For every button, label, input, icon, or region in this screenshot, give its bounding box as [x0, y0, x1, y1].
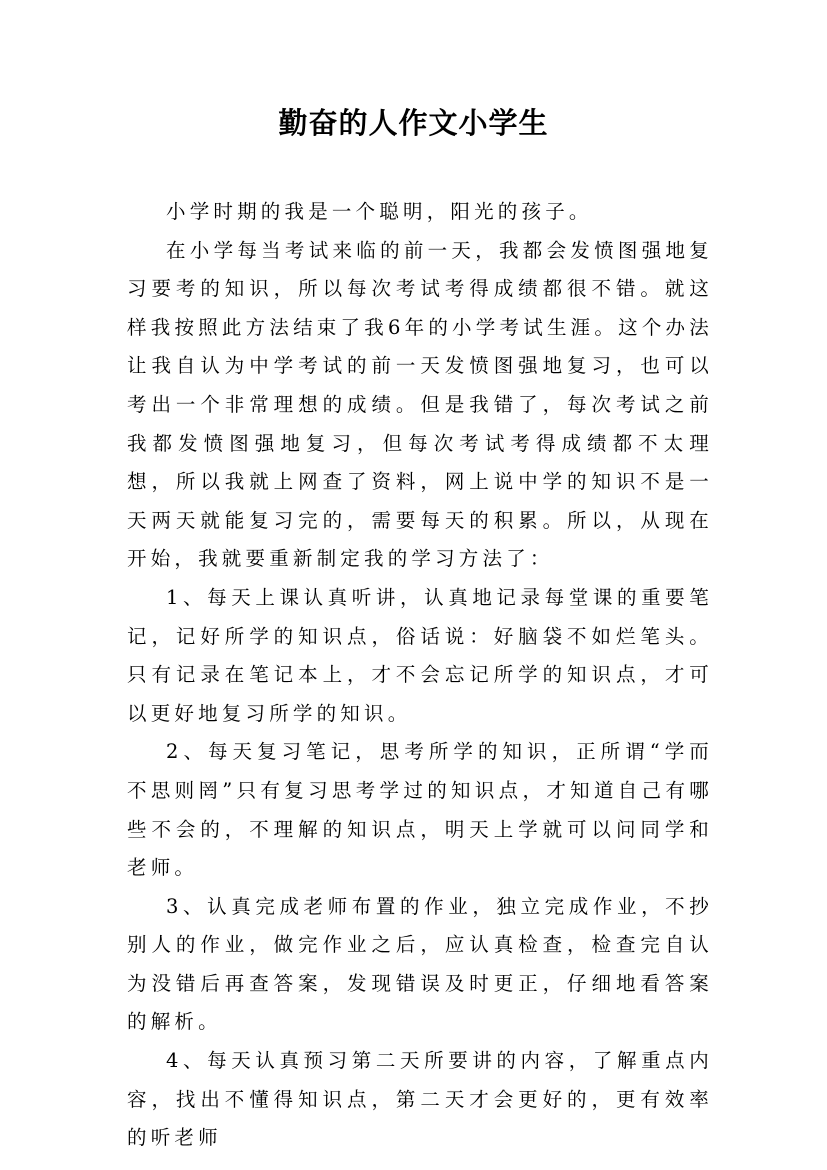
paragraph-method-2: 2、每天复习笔记，思考所学的知识，正所谓“学而不思则罔”只有复习思考学过的知识点，才知道自己有哪些不会的，不理解的知识点，明天上学就可以问同学和老师。: [127, 740, 713, 880]
paragraph-intro: 小学时期的我是一个聪明，阳光的孩子。: [166, 200, 593, 223]
document-title: 勤奋的人作文小学生: [278, 106, 549, 140]
paragraph-method-4: 4、每天认真预习第二天所要讲的内容，了解重点内容，找出不懂得知识点，第二天才会更好的，更有效率的听老师: [127, 1049, 713, 1150]
paragraph-method-3: 3、认真完成老师布置的作业，独立完成作业，不抄别人的作业，做完作业之后，应认真检查，检查完自认为没错后再查答案，发现错误及时更正，仔细地看答案的解析。: [127, 894, 713, 1034]
paragraph-background: 在小学每当考试来临的前一天，我都会发愤图强地复习要考的知识，所以每次考试考得成绩都很不错。就这样我按照此方法结束了我6年的小学考试生涯。这个办法让我自认为中学考试的前一天发愤图强地复习，也可以考出一个非常理想的成绩。但是我错了，每次考试之前我都发愤图强地复习，但每次考试考得成绩都不太理想，所以我就上网查了资料，网上说中学的知识不是一天两天就能复习完的，需要每天的积累。所以，从现在开始，我就要重新制定我的学习方法了：: [127, 238, 713, 571]
paragraph-method-1: 1、每天上课认真听讲，认真地记录每堂课的重要笔记，记好所学的知识点，俗话说：好脑袋不如烂笔头。只有记录在笔记本上，才不会忘记所学的知识点，才可以更好地复习所学的知识。: [127, 585, 713, 725]
document-body: [127, 193, 713, 1158]
